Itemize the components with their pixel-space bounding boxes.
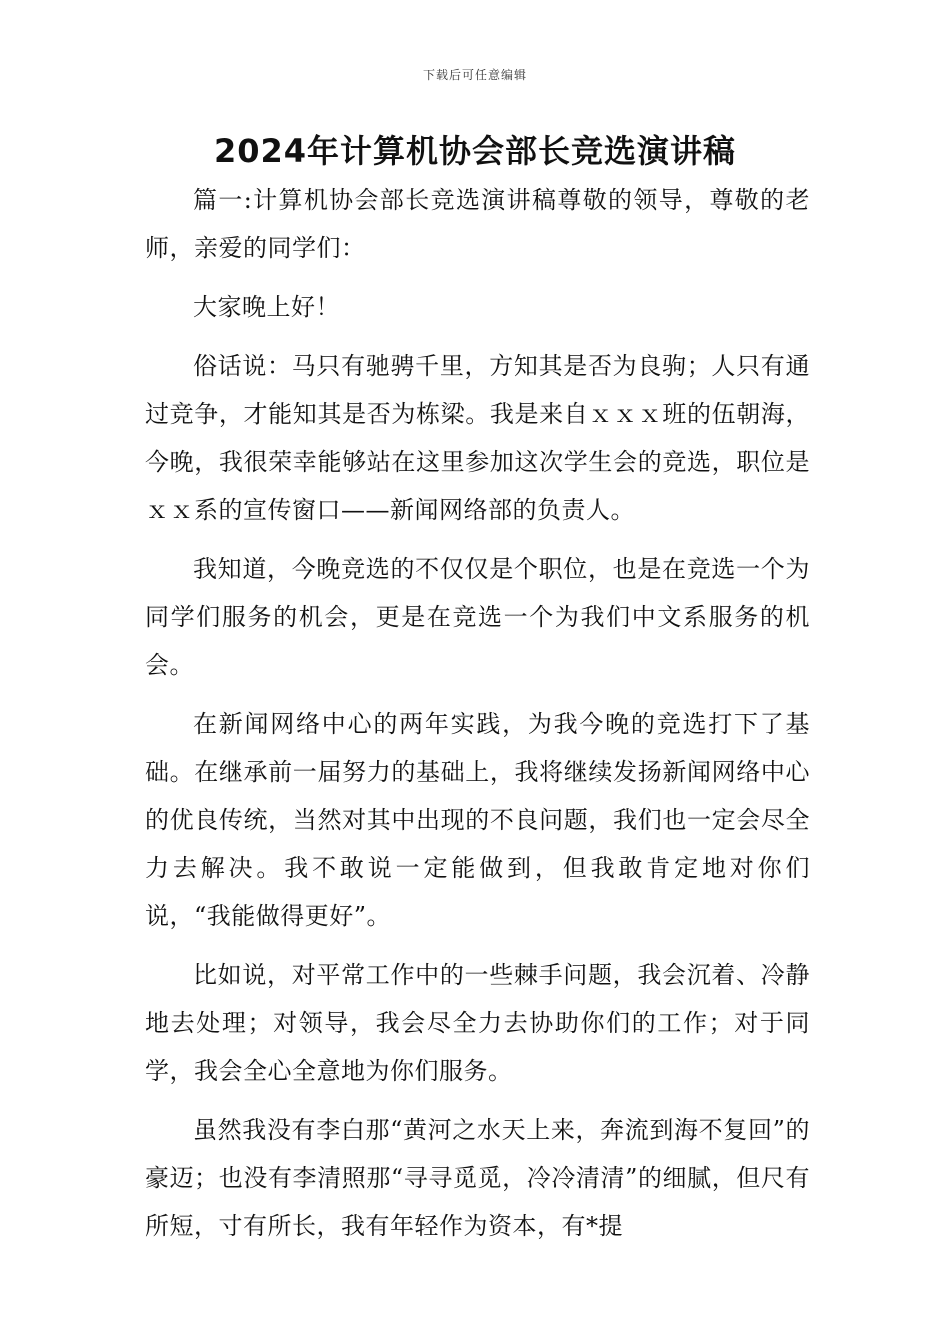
paragraph-purpose: 我知道，今晚竞选的不仅仅是个职位，也是在竞选一个为同学们服务的机会，更是在竞选一个为我们中文系服务的机会。 [145, 555, 810, 679]
paragraph-introduction: 俗话说：马只有驰骋千里，方知其是否为良驹；人只有通过竞争，才能知其是否为栋梁。我是来自ｘｘｘ班的伍朝海，今晚，我很荣幸能够站在这里参加这次学生会的竞选，职位是ｘｘ系的宣传窗口——新闻网络部的负责人。 [145, 352, 810, 524]
paragraph-commitment: 比如说，对平常工作中的一些棘手问题，我会沉着、冷静地去处理；对领导，我会尽全力去协助你们的工作；对于同学，我会全心全意地为你们服务。 [145, 961, 810, 1085]
document-title: 2024年计算机协会部长竞选演讲稿 [213, 132, 737, 170]
document-body [145, 176, 810, 1261]
paragraph-greeting: 大家晚上好！ [193, 293, 340, 321]
paragraph-salutation: 篇一:计算机协会部长竞选演讲稿尊敬的领导，尊敬的老师，亲爱的同学们： [145, 186, 810, 262]
paragraph-experience: 在新闻网络中心的两年实践，为我今晚的竞选打下了基础。在继承前一届努力的基础上，我将继续发扬新闻网络中心的优良传统，当然对其中出现的不良问题，我们也一定会尽全力去解决。我不敢说一定能做到，但我敢肯定地对你们说，“我能做得更好”。 [145, 710, 810, 930]
paragraph-closing: 虽然我没有李白那“黄河之水天上来，奔流到海不复回”的豪迈；也没有李清照那“寻寻觅觅，冷冷清清”的细腻，但尺有所短，寸有所长，我有年轻作为资本，有*提 [145, 1116, 810, 1240]
header-note: 下载后可任意编辑 [422, 68, 527, 82]
